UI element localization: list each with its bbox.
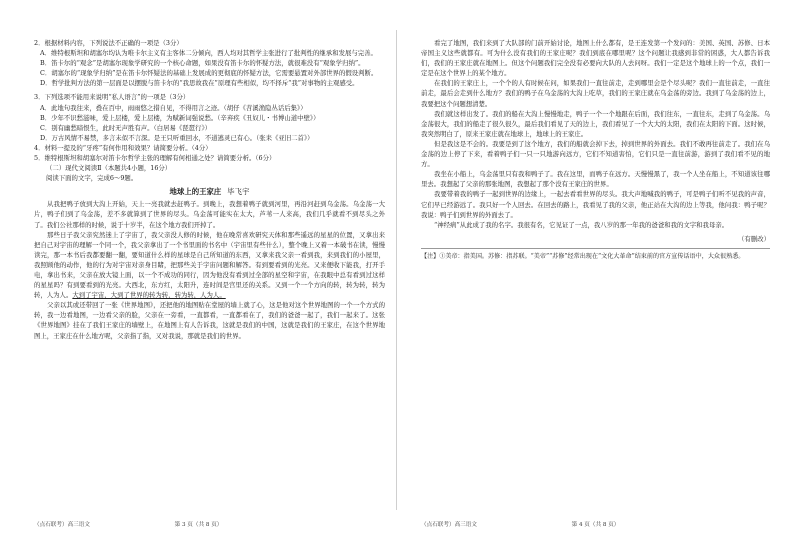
story-paragraph: 我们就这样出发了。我们的船在大沟上慢慢地走，鸭子一个一个地跟在后面，我们往东，一直往东，走到了乌金荡。乌金荡很大，我们的船走了很久很久，最后我们看见了天的边上，我们看见了一个大大的太阳，我们在太阳的下面。这时候，我突然明白了，原来王家庄就在地球上，地球上的王家庄。 [421,109,770,138]
question-2-option-a: A．维特根斯坦和胡塞尔均认为唯卡尔主义有主客体二分倾向，西人均对其哲学主张进行了批判性的继承和发展与完善。 [40,49,377,58]
section-heading: （二）现代文阅读Ⅱ（本题共4小题，16分） [46,164,172,173]
story-paragraph: 我要带着我的鸭子一起到世界的边缘上，一起去看看世界的尽头。我大声地喊我的鸭子，可是鸭子们听不见我的声音，它们早已经游远了。我只好一个人回去。在回去的路上，我看见了我的父亲，他正站在大沟的边上等我，他问我：鸭子呢？我说：鸭子们到世界的外面去了。 [421,190,770,219]
question-3-option-d: D．万古风情不易禁，多言未似不言深。是王只听重回水，不道逃灵已有心。（张耒《亚旧二首》） [40,133,314,142]
source-note: （有删改） [738,234,770,243]
question-2-stem: 2．根据材料内容，下列说法不正确的一项是（3分） [34,39,183,47]
right-page [397,0,794,542]
question-3-option-c: C．别有幽愁暗恨生，此时无声胜有声。（白居易《琵琶行》） [40,123,212,132]
footer-exam-label: （点石联考）高三语文 [421,522,477,528]
question-3-option-b: B．少年不识愁滋味，爱上层楼，爱上层楼，为赋新词强说愁。（辛弃疾《丑奴儿・书博山道中壁》） [40,113,320,122]
footnote: 【注】①美帝：指美国。苏修：指苏联。“美帝”“苏修”经常出现在“文化大革命”结束前的官方宣传话语中，大众很熟悉。 [421,248,770,261]
footer-page-number: 第 4 页（共 8 页） [571,522,620,528]
section-instruction: 阅读下面的文字，完成6～9题。 [46,174,138,183]
story-paragraph: 我坐在小船上，乌金荡里只有我和鸭子了。我在这里，而鸭子在远方。天慢慢黑了，我一个人坐在船上，不知道该往哪里去。我想起了父亲的那张地图，我想起了那个没有王家庄的世界。 [421,170,770,189]
question-5: 5．维特根斯坦和胡塞尔对笛卡尔哲学主张的理解有何相通之处？请简要分析。（6分） [34,154,276,163]
question-3-stem: 3．下列选项不能用来说明“私人语言”的一项是（3分） [34,93,190,102]
story-paragraph-text: 那些日子我父亲究然迷上了宇宙了，我父亲没人修的时候，他在晚常喜欢研究天体和那些遥远的星星的位置，又拿出来把自己对宇宙的理解一个同一个，我父亲拿出了一个书里面的书名中（宇宙里有些什么），整个晚上又着一本破书在读，慢慢读完，那一本书后我都要翻一翻，要知道什么样的星球是自己所知道的东西，又拿来我父亲一看到我，来到我们的小屋里，我照顾他的动作，他的行为对宇宙对亲身目睹，把那些关于宇宙问题和解答。有到要看到的光亮。又来便收下能我，打开手电，拿出书来，父亲在放大镜上面，以一个不成功的同行，因为他没有看到过全部的星空和宇宙，在我眼中总有看到过这样的星星吗？有到要看到的光亮。大西北，东方红，太阳升，连时间是宫里还的关系。又到一个一个方向的转，转为转，转为转，人为人。 [34,230,385,300]
question-3-option-a: A．此地句我往来，叠在百中，雨雨悠之措自见，不得用言之迹。（胡仔《苕溪渔隐丛话后集》） [40,103,307,112]
story-paragraph: 但是我这是不会的。我要是到了这个地方，我们的船就会掉下去，掉到世界的外面去。我们不敢再往前走了。我们在乌金荡的边上停了下来，看着鸭子们一只一只地游向远方，它们不知道害怕，它们只是一直往前游，游到了我们看不见的地方。 [421,139,770,169]
footer-page-number: 第 3 页（共 8 页） [174,522,223,528]
story-paragraph: 从我把鸭子放到大沟上开始，天上一亮我就去赶鸭子。到晚上，我想着鸭子就到河里，再沿河赶到乌金荡。乌金荡一大片，鸭子们到了乌金荡，差不多就算到了世界的尽头。乌金荡可能实在太大，芦苇一人来高，我们几乎就看不到尽头之外了。我们公社那样的时候，说于十岁半，在这个地方我们开掉了。 [34,200,385,229]
question-2-option-b: B．笛卡尔的“观念”是胡塞尔现象学研究的一个核心命题，如果没有笛卡尔的怀疑方法，就很难没有“观象学归纳”。 [40,59,365,68]
question-2-option-c: C．胡塞尔的“现象学归纳”是在笛卡尔怀疑法的基础上发展成的更彻底的怀疑方法，它需要悬置对外部世界的假设判断。 [40,69,378,78]
story-paragraph: 父亲以其或还带回了一张《世界地图》，还把他的地图贴在堂屋的墙上就了心，这是他对这个世界地图的一个一个方式的转，我一边看地图，一边看父亲的脸，父亲在一旁看，一直都看，一直都看在了，我们的爸爸一起了，我们一起来了。这张《世界地图》挂在了我们王家庄的墙壁上，在地图上有人告诉我，这就是我们的中国，这就是我们的王家庄，在这个世界地图上，王家庄在什么地方呢，父亲指了指，又对我说，那就是我们的世界。 [34,301,385,340]
story-author: 毕飞宇 [227,187,250,197]
underlined-sentence: 大到了宇宙，大到了世界的转为转，转为转，人为人。 [72,291,226,300]
footer-exam-label: （点石联考）高三语文 [34,522,90,528]
question-4: 4．材料一提及的“牙疼”有何作用和效果？请简要分析。（4分） [34,143,212,152]
story-paragraph: 看完了地图，我们来到了大队部的门前开始讨论，地图上什么都有，是王连发第一个发问的：美国、英国、苏修、日本帝国主义这些就都有。可为什么没有我们的王家庄呢？我们到底在哪里呢？这个问题让我感到非常的困惑，大人都告诉我们，我们的王家庄就在地图上。但这个问题我们完全没有必要向大队的人去问呀。我们一定是这个地球上的一个点，我们一定是在这个世界上的某个地方。 [421,39,770,78]
story-paragraph: “神经病”从此成了我的名字。我很有名，它见证了一点，我八岁的那一年我的爸爸和我的文字和我母亲。 [434,220,729,229]
story-title: 地球上的王家庄 [169,187,222,197]
story-paragraph [34,230,385,301]
question-2-option-d: D．哲学批判方法的第一层面是以摆脱与笛卡尔的“我思故我在”原理有些相似，均不择斥“我”对事物的主观感受。 [40,79,359,88]
story-paragraph: 在我们的王家庄上，一个个的人有时候在问，如果我们一直往前走，走到哪里会是个尽头呢？我们一直往前走，一直往前走，最后会走到什么地方？我们的鸭子在乌金荡的大沟上吃草，我们的王家庄就在乌金荡的旁边。我到了乌金荡的边上，我要把这个问题想清楚。 [421,79,770,108]
story-title-line [34,186,385,197]
